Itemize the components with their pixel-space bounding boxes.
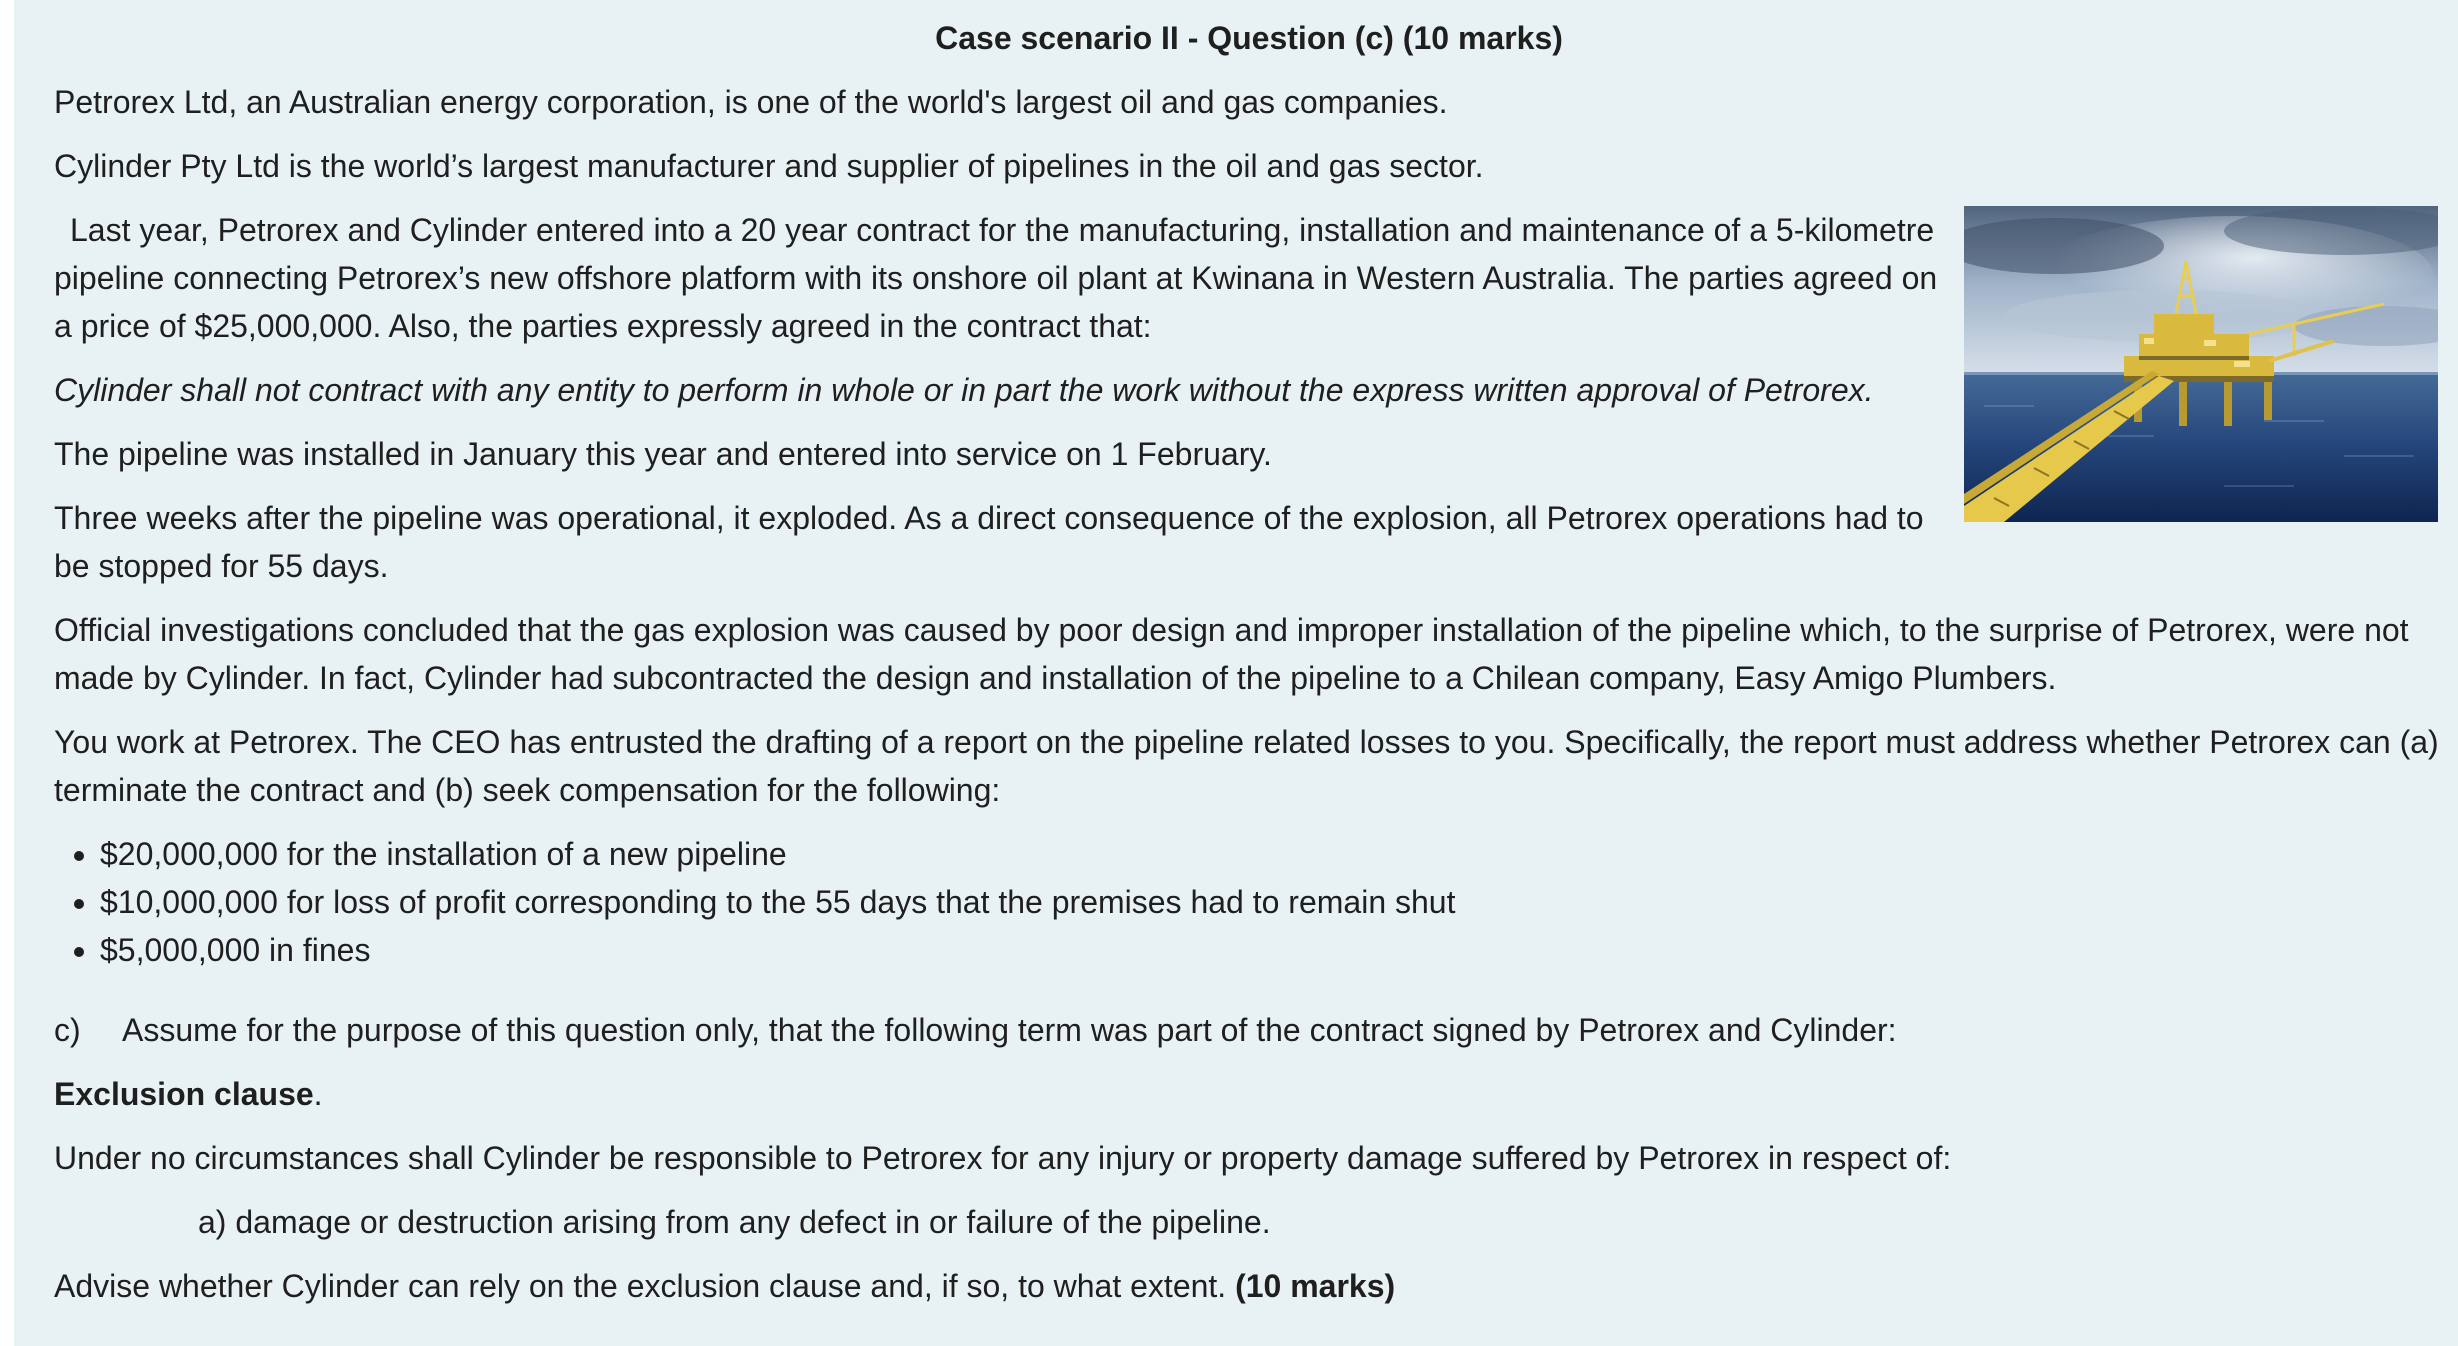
list-item: • $20,000,000 for the installation of a new pipeline — [100, 830, 2444, 878]
question-text: Assume for the purpose of this question only, that the following term was part of the contract signed by Petrorex and Cylinder: — [122, 1012, 1897, 1048]
advise-marks: (10 marks) — [1235, 1268, 1396, 1304]
page-title: Case scenario II - Question (c) (10 marks) — [935, 20, 1563, 56]
paragraph-report-task: You work at Petrorex. The CEO has entrusted the drafting of a report on the pipeline related losses to you. Specifically, the report must address whether Petrorex can (a) terminate the contract and (b) seek compensation for the following: — [54, 724, 2439, 808]
list-item: • $5,000,000 in fines — [100, 926, 2444, 974]
clause-heading-text: Exclusion clause — [54, 1076, 314, 1112]
list-item: • $10,000,000 for loss of profit corresponding to the 55 days that the premises had to remain shut — [100, 878, 2444, 926]
paragraph-contract-term: Cylinder shall not contract with any entity to perform in whole or in part the work without the express written approval of Petrorex. — [54, 372, 1874, 408]
paragraph-installation: The pipeline was installed in January this year and entered into service on 1 February. — [54, 436, 1272, 472]
offshore-platform-image — [1964, 206, 2438, 522]
paragraph-investigation: Official investigations concluded that the gas explosion was caused by poor design and improper installation of the pipeline which, to the surprise of Petrorex, were not made by Cylinder. In fact, Cylinder had subcontracted the design and installation of the pipeline to a Chilean company, Easy Amigo Plumbers. — [54, 612, 2409, 696]
question-label: c) — [54, 1012, 81, 1048]
document-panel — [14, 0, 2458, 1346]
clause-text: Under no circumstances shall Cylinder be responsible to Petrorex for any injury or property damage suffered by Petrorex in respect of: — [54, 1140, 1952, 1176]
advise-text: Advise whether Cylinder can rely on the exclusion clause and, if so, to what extent. — [54, 1268, 1236, 1304]
offshore-oil-platform-icon — [1964, 206, 2438, 522]
question-c — [54, 1006, 2444, 1054]
paragraph-explosion: Three weeks after the pipeline was operational, it exploded. As a direct consequence of the explosion, all Petrorex operations had to be stopped for 55 days. — [54, 500, 1924, 584]
paragraph-petrorex-intro: Petrorex Ltd, an Australian energy corporation, is one of the world's largest oil and gas companies. — [54, 84, 1448, 120]
paragraph-cylinder-intro: Cylinder Pty Ltd is the world’s largest manufacturer and supplier of pipelines in the oil and gas sector. — [54, 148, 1484, 184]
advise-line — [54, 1262, 2444, 1310]
paragraph-contract: Last year, Petrorex and Cylinder entered into a 20 year contract for the manufacturing, installation and maintenance of a 5-kilometre pipeline connecting Petrorex’s new offshore platform with its onshore oil plant at Kwinana in Western Australia. The parties agreed on a price of $25,000,000. Also, the parties expressly agreed in the contract that: — [54, 212, 1938, 344]
clause-item: a) damage or destruction arising from any defect in or failure of the pipeline. — [198, 1204, 1271, 1240]
clause-heading-suffix: . — [313, 1076, 323, 1112]
clause-heading — [54, 1070, 2444, 1118]
compensation-list — [54, 830, 2444, 974]
